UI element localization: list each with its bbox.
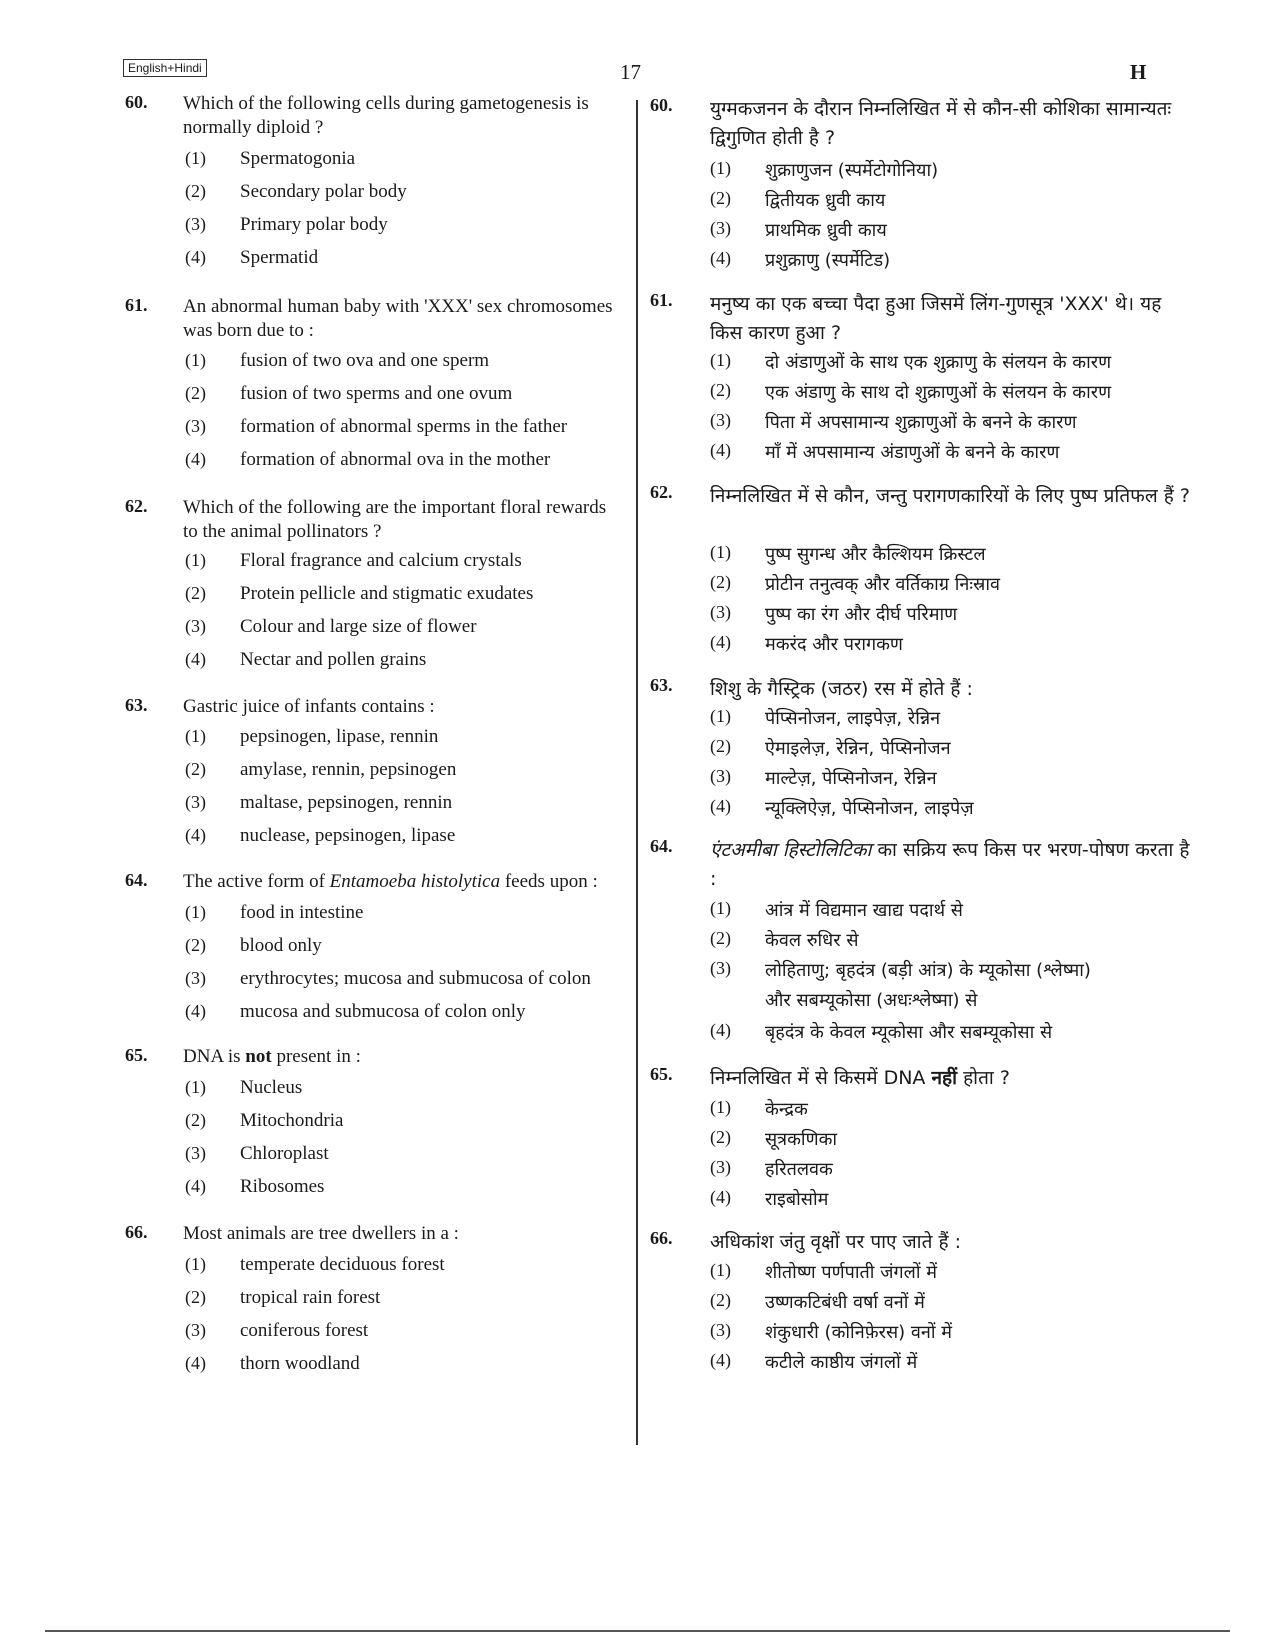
option-text: Spermatogonia [240, 148, 356, 169]
option-text: हरितलवक [765, 1159, 833, 1180]
option-text: सूत्रकणिका [765, 1129, 838, 1150]
option-text: amylase, rennin, pepsinogen [240, 759, 457, 780]
option-text: fusion of two sperms and one ovum [240, 383, 513, 404]
option-text: Protein pellicle and stigmatic exudates [240, 583, 534, 604]
option-text: प्रशुक्राणु (स्पर्मेटिड) [765, 250, 891, 271]
question-text: एंटअमीबा हिस्टोलिटिका का सक्रिय रूप किस पर भरण-पोषण करता है : [710, 839, 1190, 890]
option-text: Primary polar body [240, 214, 388, 235]
question-number: 61. [125, 295, 148, 315]
page-number: 17 [620, 60, 641, 84]
question-text: The active form of Entamoeba histolytica feeds upon : [183, 871, 598, 892]
option-text: पुष्प का रंग और दीर्घ परिमाण [765, 604, 958, 625]
option-text: tropical rain forest [240, 1287, 381, 1308]
option-text-continued: और सबम्यूकोसा (अधःश्लेष्मा) से [765, 990, 978, 1011]
question-text: Most animals are tree dwellers in a : [183, 1223, 459, 1244]
column-divider [636, 100, 638, 1445]
option-text: Floral fragrance and calcium crystals [240, 550, 522, 571]
option-text: maltase, pepsinogen, rennin [240, 792, 453, 813]
option-text: coniferous forest [240, 1320, 369, 1341]
option-text: Chloroplast [240, 1143, 329, 1164]
question-number: 66. [650, 1228, 673, 1248]
question-number: 60. [650, 95, 673, 115]
option-text: मकरंद और परागकण [765, 634, 903, 655]
question-text: युग्मकजनन के दौरान निम्नलिखित में से कौन-सी कोशिका सामान्यतः द्विगुणित होती है ? [710, 98, 1172, 149]
species-name: Entamoeba histolytica [329, 871, 501, 892]
option-text: formation of abnormal sperms in the father [240, 416, 568, 437]
question-text: An abnormal human baby with 'XXX' sex chromosomes was born due to : [183, 296, 613, 341]
option-text: Mitochondria [240, 1110, 344, 1131]
option-text: बृहदंत्र के केवल म्यूकोसा और सबम्यूकोसा से [765, 1022, 1053, 1043]
option-text: पेप्सिनोजन, लाइपेज़, रेन्निन [765, 708, 941, 729]
question-text: शिशु के गैस्ट्रिक (जठर) रस में होते हैं : [710, 678, 973, 700]
option-text: माल्टेज़, पेप्सिनोजन, रेन्निन [765, 768, 937, 789]
question-number: 63. [650, 675, 673, 695]
question-number: 65. [650, 1064, 673, 1084]
option-text: प्राथमिक ध्रुवी काय [765, 220, 887, 241]
question-number: 66. [125, 1222, 148, 1242]
question-number: 62. [125, 496, 148, 516]
option-text: कटीले काष्ठीय जंगलों में [765, 1352, 918, 1373]
option-text: प्रोटीन तनुत्वक् और वर्तिकाग्र निःस्राव [765, 574, 1001, 595]
option-text: food in intestine [240, 902, 364, 923]
footer-rule [45, 1630, 1230, 1632]
option-text: केन्द्रक [765, 1099, 808, 1120]
option-text: शंकुधारी (कोनिफ़ेरस) वनों में [765, 1322, 952, 1343]
option-text: पिता में अपसामान्य शुक्राणुओं के बनने के कारण [765, 412, 1077, 433]
option-text: न्यूक्लिऐज़, पेप्सिनोजन, लाइपेज़ [765, 798, 974, 819]
question-text: DNA is not present in : [183, 1046, 361, 1067]
option-text: एक अंडाणु के साथ दो शुक्राणुओं के संलयन के कारण [765, 382, 1112, 403]
question-text: Which of the following cells during gametogenesis is normally diploid ? [183, 93, 589, 138]
question-text: मनुष्य का एक बच्चा पैदा हुआ जिसमें लिंग-गुणसूत्र 'XXX' थे। यह किस कारण हुआ ? [710, 293, 1162, 344]
option-text: formation of abnormal ova in the mother [240, 449, 551, 470]
option-text: शीतोष्ण पर्णपाती जंगलों में [765, 1262, 937, 1283]
option-text: Nucleus [240, 1077, 303, 1098]
option-text: Spermatid [240, 247, 319, 268]
question-text: निम्नलिखित में से किसमें DNA नहीं होता ? [710, 1067, 1010, 1089]
question-number: 62. [650, 482, 673, 502]
option-text: केवल रुधिर से [765, 930, 859, 951]
question-number: 61. [650, 290, 673, 310]
option-text: राइबोसोम [765, 1189, 829, 1210]
question-number: 63. [125, 695, 148, 715]
option-text: fusion of two ova and one sperm [240, 350, 490, 371]
option-text: thorn woodland [240, 1353, 360, 1374]
option-text: erythrocytes; mucosa and submucosa of colon [240, 968, 591, 989]
option-text: blood only [240, 935, 322, 956]
option-text: pepsinogen, lipase, rennin [240, 726, 439, 747]
question-number: 64. [650, 836, 673, 856]
option-text: माँ में अपसामान्य अंडाणुओं के बनने के कारण [765, 442, 1060, 463]
option-text: आंत्र में विद्यमान खाद्य पदार्थ से [765, 900, 963, 921]
option-text: nuclease, pepsinogen, lipase [240, 825, 456, 846]
option-text: Nectar and pollen grains [240, 649, 427, 670]
option-text: द्वितीयक ध्रुवी काय [765, 190, 886, 211]
set-code: H [1130, 60, 1147, 84]
question-number: 60. [125, 92, 148, 112]
option-text: Secondary polar body [240, 181, 407, 202]
page-header [0, 0, 1275, 100]
question-number: 65. [125, 1045, 148, 1065]
question-text: Gastric juice of infants contains : [183, 696, 435, 717]
language-tag: English+Hindi [123, 59, 207, 77]
option-text: शुक्राणुजन (स्पर्मेटोगोनिया) [765, 160, 939, 181]
option-text: temperate deciduous forest [240, 1254, 445, 1275]
question-text: निम्नलिखित में से कौन, जन्तु परागणकारियों के लिए पुष्प प्रतिफल हैं ? [710, 485, 1190, 507]
question-text: Which of the following are the important floral rewards to the animal pollinators ? [183, 497, 607, 542]
option-text: दो अंडाणुओं के साथ एक शुक्राणु के संलयन के कारण [765, 352, 1112, 373]
option-text: पुष्प सुगन्ध और कैल्शियम क्रिस्टल [765, 544, 986, 565]
option-text: लोहिताणु; बृहदंत्र (बड़ी आंत्र) के म्यूकोसा (श्लेष्मा) [765, 960, 1091, 981]
option-text: ऐमाइलेज़, रेन्निन, पेप्सिनोजन [765, 738, 951, 759]
option-text: mucosa and submucosa of colon only [240, 1001, 526, 1022]
species-name: एंटअमीबा हिस्टोलिटिका [710, 839, 872, 861]
option-text: Ribosomes [240, 1176, 325, 1197]
question-number: 64. [125, 870, 148, 890]
question-text: अधिकांश जंतु वृक्षों पर पाए जाते हैं : [710, 1231, 961, 1253]
option-text: उष्णकटिबंधी वर्षा वनों में [765, 1292, 925, 1313]
option-text: Colour and large size of flower [240, 616, 477, 637]
